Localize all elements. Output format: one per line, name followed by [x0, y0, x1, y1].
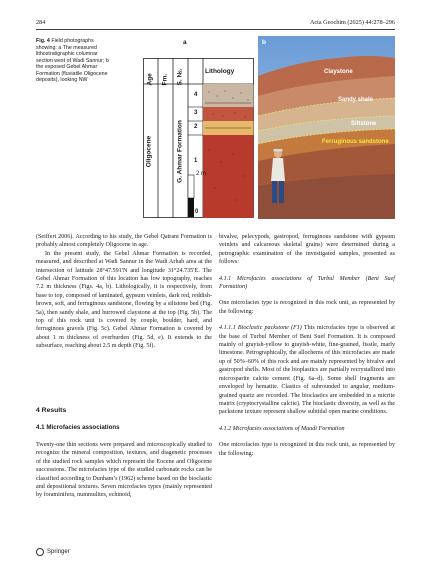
formation-label: G. Ahmar Formation [176, 120, 184, 183]
label-sandy-shale: Sandy shale [338, 97, 374, 103]
outcrop-illustration [258, 36, 395, 219]
panel-b-label: b [262, 39, 266, 46]
bed-number-4: 4 [194, 92, 198, 98]
paragraph: In the present study, the Gebel Ahmar Formation is recorded, measured, and described at Wadi Sannur in the Wadi Arhab area at the intersection of latitude 28°47.591′N and longitude 31°24.735′E. The Gebel Ahmar Formation of this location has low topography, reaches 7.2 m thickness (Figs. 4a, b). Lithologically, it is respectively, from base to top, composed of laminated, gypsum veinlets, dark red, reddish-brown, soft, and ferruginous sandstone, flowing by a siltstone bed (Fig. 5a), then sandy shale, and burrowed claystone at the top (Fig. 5b). The top of this rock unit is covered by couple, boulder, hard, and ferruginous gravels (Fig. 5c). Gebel Ahmar Formation is covered by about 1 m thickness of overburden (Fig. 5d, e). It extends to the subsurface, reaching about 2.5 m depth (Fig. 5f). [36, 250, 212, 350]
stratigraphic-column [143, 58, 254, 218]
subsubsection-heading: 4.1.1.1 Bioclastic packstone (F1) [219, 325, 302, 332]
header-lithology: Lithology [205, 68, 235, 75]
figure-caption-label: Fig. 4 [36, 38, 50, 44]
column-grid [143, 58, 254, 218]
label-siltstone: Siltstone [351, 121, 377, 127]
paragraph: bivalve, pelecypods, gastropod, ferruginous sandstone with gypsum veinlets and calcareous skeletal grains) were determined during a petrographic examination of the investigated samples, presented as follows: [219, 234, 395, 266]
header-age: Age [146, 73, 154, 86]
header-formation: Fm. [161, 73, 169, 86]
left-column-results [36, 441, 212, 500]
left-column [36, 233, 212, 351]
paragraph: (Seiffert 2006). According to his study, the Gebel Qatrani Formation is probably almost completely Oligocene in age. [36, 234, 212, 249]
scale-zero: 0 [195, 209, 199, 215]
right-column [219, 233, 395, 458]
subsection-heading: 4.1.2 Microfacies associations of Maadi Formation [219, 425, 345, 432]
publisher-name: Springer [47, 549, 70, 555]
section-heading: 4 Results [36, 407, 67, 414]
scale-label: 2 m [196, 171, 207, 177]
panel-a-label: a [183, 39, 187, 46]
paragraph: One microfacies type is recognized in this rock unit, as represented by the following: [219, 300, 395, 315]
label-claystone: Claystone [324, 69, 353, 75]
paragraph: This microfacies type is observed at the base of Turbul Member of Beni Suef Formation. It is composed mainly of grayish-yellow to grayish-white, fine-grained, fissile, marly limestone. Petrographically, the allochems of this microfacies are made up of 50%–60% of this rock and are mainly represented by bivalve and gastropod shells. Most of the bioplastics are partially recrystallized into microsparite calcite cement (Fig. 6a–d). Some shell fragments are enveloped by hematite. Clastics of subrounded to angular, medium-grained quartz are recorded. The bioclastics are embedded in a micrite matrix (cryptocrystalline calcite). The bioclastic diversity, as well as the packstone texture represent shallow subtidal open marine conditions. [219, 325, 395, 416]
paragraph: Twenty-one thin sections were prepared and microscopically studied to recognize the mineral composition, textures, and diagenetic processes of the studied rock samples which represent the Eocene and Oligocene successions. The microfacies type of the studied carbonate rocks can be classified according to Dunham’s (1962) scheme based on the bioclastic and depositional textures. Seven microfacies types (mainly represented by foraminifera, nummulites, echinoid, [36, 442, 212, 499]
figure-caption [36, 38, 116, 84]
field-photograph [258, 36, 395, 219]
bed-number-2: 2 [194, 124, 198, 130]
age-label: Oligocene [145, 135, 153, 168]
bed-number-3: 3 [194, 110, 198, 116]
springer-logo-icon [36, 548, 44, 556]
subsection-heading: 4.1.1 Microfacies associations of Turbul Member (Beni Suef Formation) [219, 275, 395, 291]
header-sample-number: S. №. [176, 68, 184, 86]
footer-publisher [36, 548, 70, 556]
running-header: Acta Geochim (2025) 44:278–296 [309, 19, 395, 26]
page-number: 284 [36, 19, 46, 26]
label-ferruginous-sandstone: Ferruginous sandstone [322, 139, 389, 145]
header-rule [36, 29, 395, 30]
subsection-heading: 4.1 Microfacies associations [36, 424, 120, 431]
figure-caption-text: Field photographs showing: a The measured lithostratigraphic columnar section west of Wadi Sannur; b the exposed Gebel Ahmar Formation (fluviatile Oligocene deposits), looking NW [36, 38, 109, 83]
bed-number-1: 1 [194, 158, 198, 164]
paragraph: One microfacies type is recognized in this rock unit, as represented by the following: [219, 442, 395, 457]
